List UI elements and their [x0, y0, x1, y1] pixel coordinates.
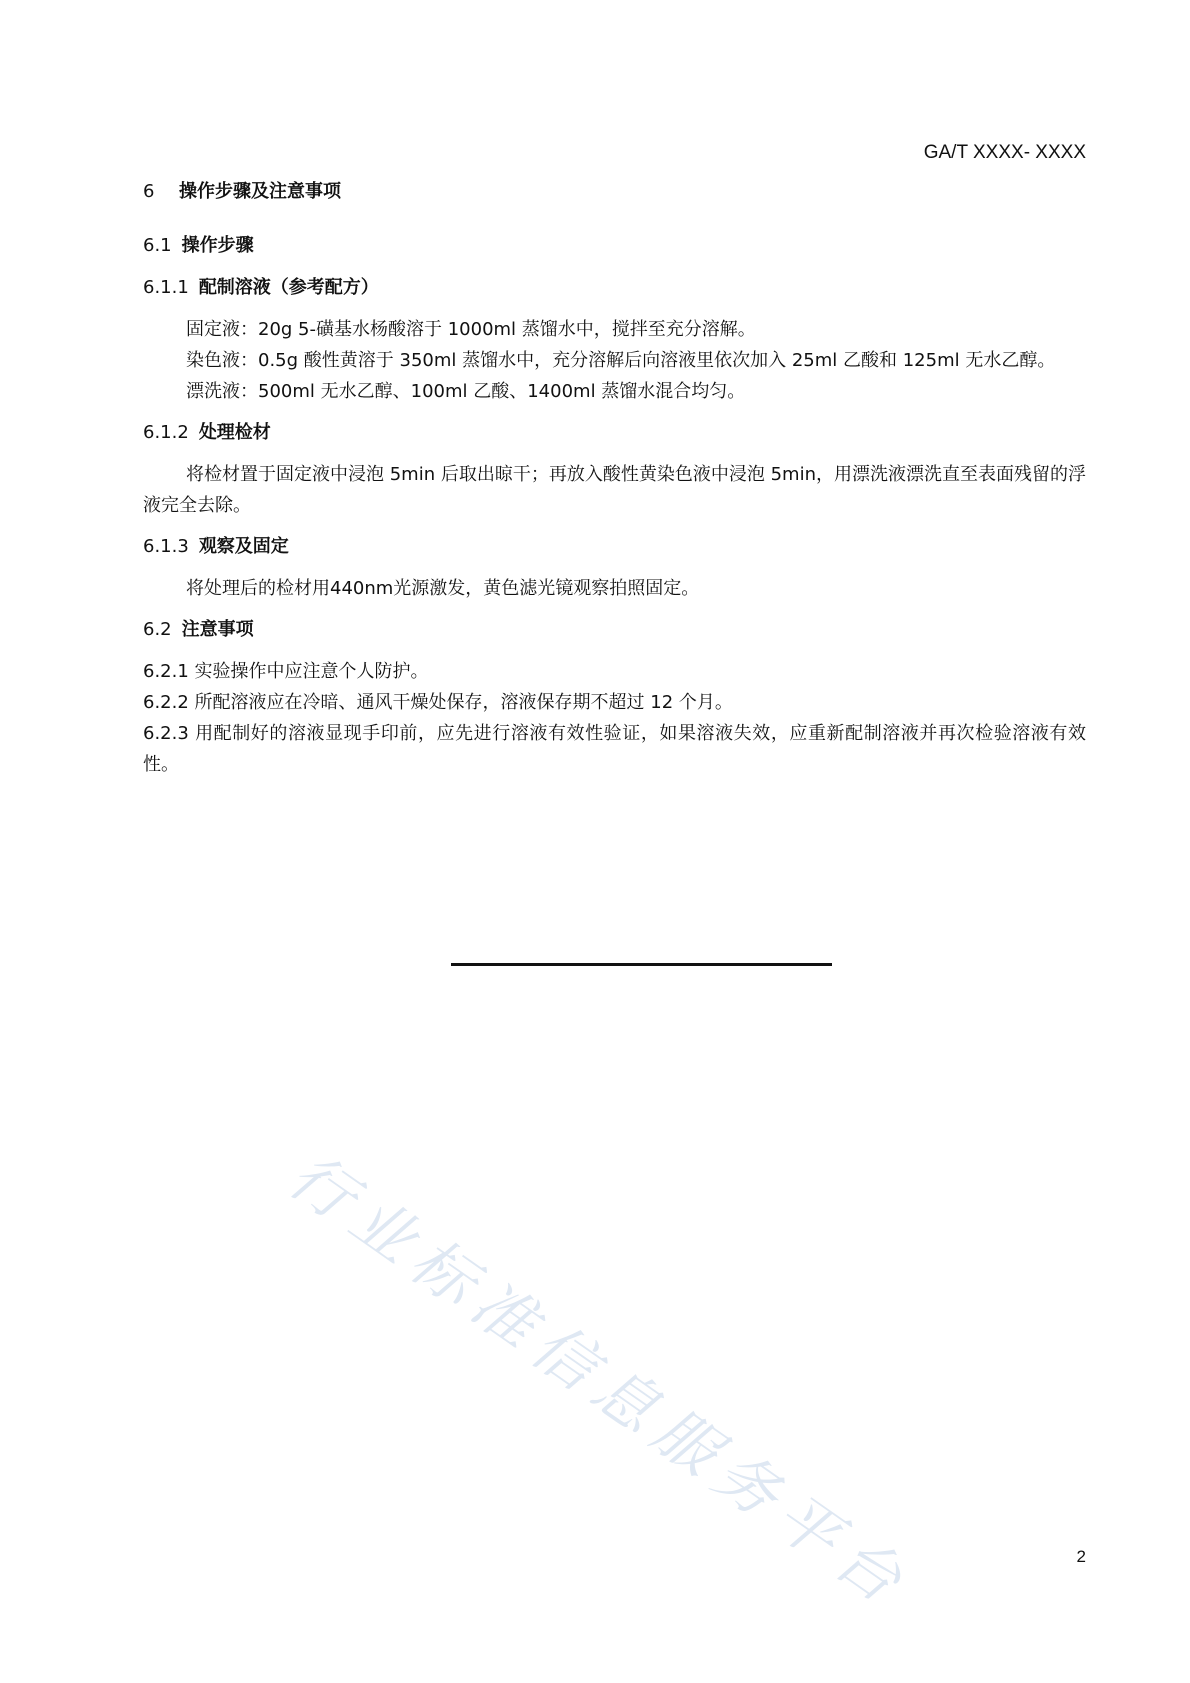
section-6-heading [143, 178, 1086, 206]
paragraph-processing: 将检材置于固定液中浸泡 5min 后取出晾干；再放入酸性黄染色液中浸泡 5min，用漂洗液漂洗直至表面残留的浮液完全去除。 [143, 464, 1086, 516]
section-6-1-3-heading [143, 533, 1086, 561]
section-6-2-heading [143, 616, 1086, 644]
section-number: 6 [143, 181, 155, 202]
section-title: 观察及固定 [198, 536, 289, 557]
note-6-2-2: 6.2.2 所配溶液应在冷暗、通风干燥处保存，溶液保存期不超过 12 个月。 [143, 692, 733, 713]
page-number: 2 [1076, 1547, 1086, 1566]
section-6-1-1-heading [143, 274, 1086, 302]
document-code: GA/T XXXX- XXXX [923, 142, 1086, 163]
note-6-2-3: 6.2.3 用配制好的溶液显现手印前，应先进行溶液有效性验证，如果溶液失效，应重新配制溶液并再次检验溶液有效性。 [143, 723, 1086, 775]
paragraph-fixing-solution: 固定液：20g 5-磺基水杨酸溶于 1000ml 蒸馏水中，搅拌至充分溶解。 [186, 319, 756, 340]
section-number: 6.1.2 [143, 422, 189, 443]
paragraph-rinsing-solution: 漂洗液：500ml 无水乙醇、100ml 乙酸、1400ml 蒸馏水混合均匀。 [186, 381, 746, 402]
section-6-1-2-heading [143, 419, 1086, 447]
paragraph-staining-solution: 染色液：0.5g 酸性黄溶于 350ml 蒸馏水中，充分溶解后向溶液里依次加入 25ml 乙酸和 125ml 无水乙醇。 [186, 350, 1056, 371]
section-title: 处理检材 [198, 422, 271, 443]
section-6-1-heading [143, 232, 1086, 260]
section-number: 6.1.1 [143, 277, 189, 298]
watermark-text: 行业标准信息服务平台 [276, 1138, 925, 1623]
paragraph-observation: 将处理后的检材用440nm光源激发，黄色滤光镜观察拍照固定。 [186, 578, 700, 599]
end-separator-line [451, 963, 832, 966]
note-6-2-1: 6.2.1 实验操作中应注意个人防护。 [143, 661, 429, 682]
section-title: 注意事项 [181, 619, 254, 640]
section-title: 操作步骤及注意事项 [179, 181, 341, 202]
section-title: 配制溶液（参考配方） [198, 277, 379, 298]
document-body [143, 178, 1086, 780]
section-number: 6.1.3 [143, 536, 189, 557]
section-number: 6.2 [143, 619, 172, 640]
section-title: 操作步骤 [181, 235, 254, 256]
section-number: 6.1 [143, 235, 172, 256]
